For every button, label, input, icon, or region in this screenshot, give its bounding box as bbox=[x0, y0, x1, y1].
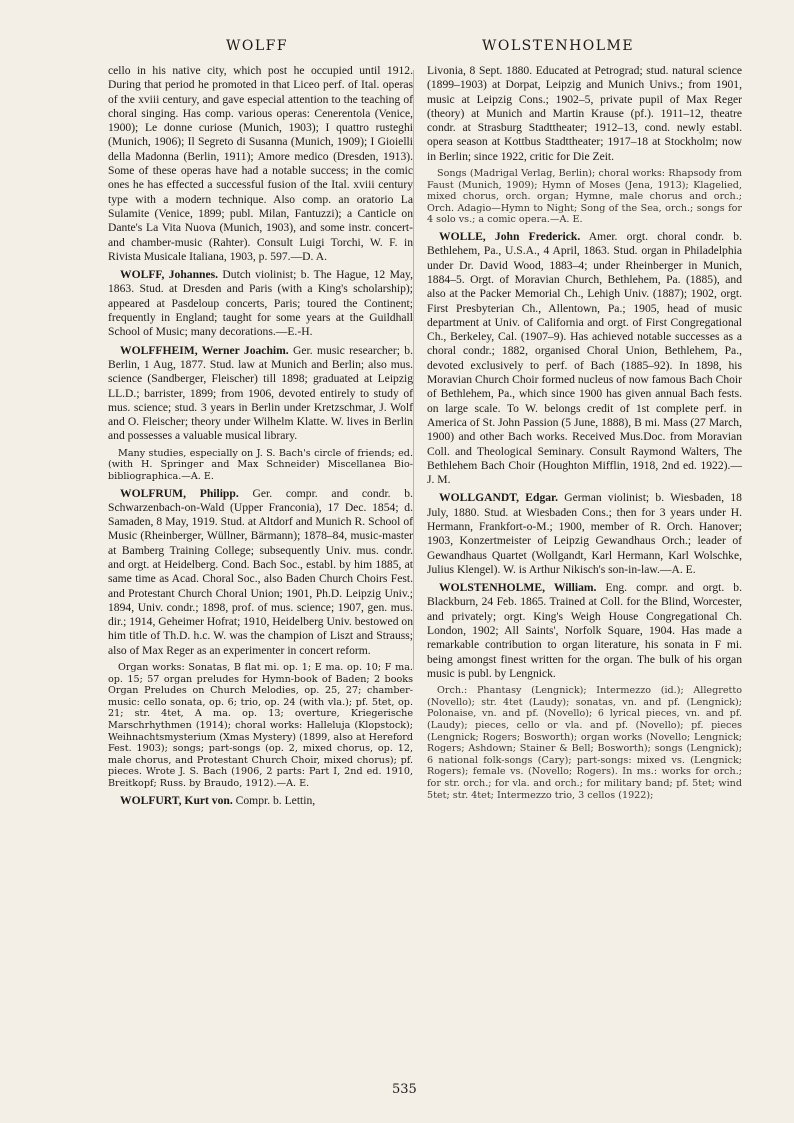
works-list: Many studies, especially on J. S. Bach's circle of friends; ed. (with H. Springer and Max Schneider) Miscellanea Bio-bibliographica.—A. E. bbox=[108, 447, 413, 482]
entry-headword: WOLLGANDT, Edgar. bbox=[439, 491, 559, 505]
entry-continuation: cello in his native city, which post he occupied until 1912. During that period he promoted in that Liceo perf. of Ital. operas of the xviii century, and gave especial attention to the teaching of choral singing. Has comp. various operas: Cenerentola (Venice, 1900); Le donne curiose (Munich, 1903); I quattro rusteghi (Munich, 1906); Il Segreto di Susanna (Munich, 1909); I Gioielli della Madonna (Berlin, 1911); Amore medico (Dresden, 1913). Some of these operas have had a notable success; in the comic ones he has effected a successful fusion of the Ital. xviii century type with a modern technique. Also comp. an oratorio La Sulamite (Venice, 1899; publ. Milan, Fantuzzi); a Canticle on Dante's La Vita Nuova (Munich, 1903), and some instr. concert- and chamber-music (Rahter). Consult Luigi Torchi, W. F. in Rivista Musicale Italiana, 1903, p. 597.—D. A. bbox=[108, 64, 413, 263]
entry-continuation: Livonia, 8 Sept. 1880. Educated at Petrograd; stud. natural science (1899–1903) at Dorpat, Leipzig and Munich Univs.; from 1901, music at Leipzig Cons.; 1902–5, private pupil of Max Reger (theory) at Munich and Martin Krause (pf.). 1911–12, theatre condr. at Strasburg Stadttheater; 1912–13, cond. newly establ. opera season at Kottbus Stadttheater; 1917–18 at Stockholm; now in Berlin; since 1922, critic for Die Zeit. bbox=[427, 64, 742, 163]
biographical-entry bbox=[108, 487, 413, 659]
entry-text: German violinist; b. Wiesbaden, 18 July, 1880. Stud. at Wiesbaden Cons.; then for 3 years under H. Hermann, Frankfort-o-M.; 1900, member of R. Orch. Hanover; 1903, Konzertmeister of Leipzig Gewandhaus Orch.; leader of Gewandhaus Quartet (Wollgandt, Karl Hermann, Karl Wolschke, Julius Klengel). W. is Arthur Nikisch's son-in-law.—A. E. bbox=[427, 491, 742, 576]
entry-headword: WOLFF, Johannes. bbox=[120, 268, 219, 282]
right-column bbox=[427, 64, 742, 805]
entry-text: Compr. b. Lettin, bbox=[232, 793, 316, 807]
entry-headword: WOLFFHEIM, Werner Joachim. bbox=[120, 343, 289, 357]
works-list: Organ works: Sonatas, B flat mi. op. 1; E ma. op. 10; F ma. op. 15; 57 organ preludes for Hymn-book of Baden; 2 books Organ Preludes on Church Melodies, op. 25, 27; chamber-music: cello sonata, op. 6; trio, op. 24 (with vla.); pf. 5tet, op. 21; str. 4tet, A ma. op. 13; overture, Kriegerische Marschrhythmen (1914); choral works: Halleluja (Klopstock); Weihnachtsmysterium (Xmas Mystery) (1899, also at Hereford Fest. 1903); songs; part-songs (op. 2, mixed chorus, op. 12, male chorus, and Protestant Church Choir, mixed chorus); pf. pieces. Wrote J. S. Bach (1906, 2 parts: Part I, 2nd ed. 1910, Breitkopf; Russ. by Braudo, 1912).—A. E. bbox=[108, 662, 413, 789]
biographical-entry bbox=[108, 268, 413, 339]
biographical-entry bbox=[427, 581, 742, 681]
column-divider bbox=[413, 70, 414, 670]
entry-text: Eng. compr. and orgt. b. Blackburn, 24 Feb. 1865. Trained at Coll. for the Blind, Worcester, and privately; orgt. King's Weigh House Congregational Ch. London, 1902; All Saints', Norfolk Square, 1904. Has made a remarkable contribution to organ literature, his sonata in F mi. being amongst finest written for the organ. The bulk of his organ music is publ. by Lengnick. bbox=[427, 581, 742, 680]
running-head-right: WOLSTENHOLME bbox=[482, 38, 635, 54]
biographical-entry bbox=[108, 344, 413, 444]
entry-text: Ger. compr. and condr. b. Schwarzenbach-on-Wald (Upper Franconia), 17 Dec. 1854; d. Samaden, 8 May, 1919. Stud. at Altdorf and Munich R. School of Music (Rheinberger, Wüllner, Bärmann); 1878–84, music-master at Bamberg Training College; subsequently Univ. mus. condr. and orgt. at Heidelberg. Cond. Bach Soc., establ. by him 1885, at same time as Acad. Choral Soc., also Baden Church Choirs Fest. and Protestant Church Choral Union; 1901, Ph.D. Leipzig Univ.; 1894, Univ. condr.; 1898, prof. of mus. science; 1907, gen. mus. dir.; 1914, Geheimer Hofrat; 1910, Heidelberg Univ. bestowed on him title of Th.D. h.c. W. was the champion of Liszt and Strauss; also of Max Reger as an experimenter in concert reform. bbox=[108, 486, 413, 657]
entry-text: Ger. music researcher; b. Berlin, 1 Aug, 1877. Stud. law at Munich and Berlin; also mus. science (Sandberger, Fleischer) till 1898; graduated at Leipzig LL.D.; barrister, 1899; from 1906, devoted entirely to study of mus. science; stud. 3 years in Berlin under Kretzschmar, J. Wolf and O. Fleischer; theory under Wilhelm Klatte. W. lives in Berlin and possesses a valuable musical library. bbox=[108, 343, 413, 443]
entry-headword: WOLFURT, Kurt von. bbox=[120, 793, 233, 807]
entry-headword: WOLFRUM, Philipp. bbox=[120, 486, 239, 500]
running-head-left: WOLFF bbox=[226, 38, 289, 54]
biographical-entry bbox=[427, 491, 742, 577]
entry-text: Dutch violinist; b. The Hague, 12 May, 1863. Stud. at Dresden and Paris (with a King's scholarship); appeared at Pasdeloup concerts, Paris; toured the Continent; frequently in England; taught for some years at the Guildhall School of Music; many decorations.—E.-H. bbox=[108, 268, 413, 339]
works-list: Orch.: Phantasy (Lengnick); Intermezzo (id.); Allegretto (Novello); str. 4tet (Laudy); sonatas, vn. and pf. (Lengnick); Polonaise, vn. and pf. (Novello); 6 lyrical pieces, vn. and pf. (Laudy); pieces, cello or vla. and pf. (Novello); pf. pieces (Lengnick; Rogers; Bosworth); organ works (Novello; Lengnick; Rogers; Ashdown; Stainer & Bell; Bosworth); songs (Lengnick); 6 national folk-songs (Cary); part-songs: mixed vs. (Lengnick; Rogers); female vs. (Novello; Rogers). In ms.: works for orch.; for str. orch.; for vla. and orch.; for military band; pf. 5tet; wind 5tet; str. 4tet; Intermezzo trio, 3 cellos (1922); bbox=[427, 685, 742, 801]
works-list: Songs (Madrigal Verlag, Berlin); choral works: Rhapsody from Faust (Munich, 1909); Hymn of Moses (Jena, 1913); Klagelied, mixed chorus, orch. organ; Hymne, male chorus and orch.; Orch. Adagio—Hymn to Night; Song of the Sea, orch.; songs for 4 solo vs.; a comic opera.—A. E. bbox=[427, 168, 742, 226]
biographical-entry bbox=[427, 230, 742, 487]
entry-headword: WOLSTENHOLME, William. bbox=[439, 581, 597, 595]
page-number: 535 bbox=[392, 1082, 417, 1097]
left-column bbox=[108, 64, 413, 812]
entry-text: Amer. orgt. choral condr. b. Bethlehem, Pa., U.S.A., 4 April, 1863. Stud. organ in Philadelphia under Dr. David Wood, 1883–4; under Rheinberger in Munich, 1884–5. Orgt. of Moravian Church, Bethlehem, Pa. (1885), and also at the Packer Memorial Ch., Lehigh Univ. (1887); 1902, orgt. First Presbyterian Ch., Allentown, Pa.; 1905, head of music department at Univ. of California and orgt. of First Congregational Ch., Berkeley, Cal. (1907–9). Has achieved notable successes as a choral condr.; 1882, organised Choral Union, Bethlehem, Pa., devoted exclusively to perf. of Bach (1885–92). In 1898, his Moravian Church Choir formed nucleus of now famous Bach Choir of Bethlehem, Pa., which since 1900 has given annual Bach fests. on large scale. To W. belongs credit of 1st complete perf. in America of St. John Passion (5 June, 1888), B mi. Mass (27 March, 1900) and other Bach works. Received Mus.Doc. from Moravian Coll. and Theological Seminary. Consult Raymond Walters, The Bethlehem Bach Choir (Houghton Mifflin, 1918, 2nd ed. 1922).—J. M. bbox=[427, 230, 742, 487]
biographical-entry bbox=[108, 794, 413, 808]
entry-headword: WOLLE, John Frederick. bbox=[439, 230, 581, 244]
